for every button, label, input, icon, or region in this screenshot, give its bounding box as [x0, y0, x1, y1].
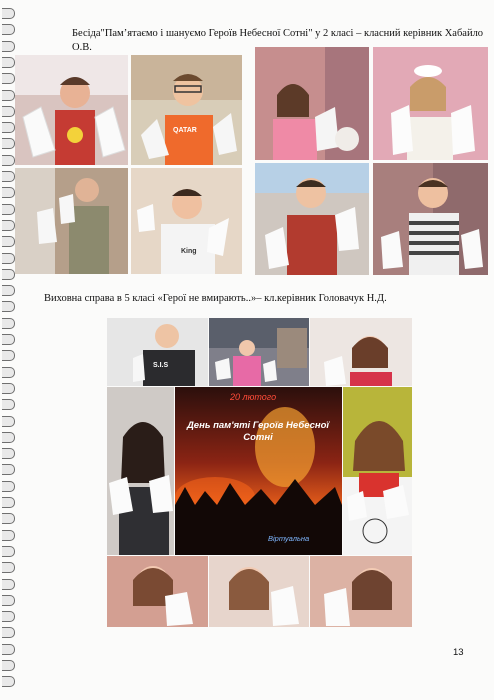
poster-footer: Віртуальна [268, 534, 310, 543]
binding-ring [2, 269, 15, 280]
binding-ring [2, 24, 15, 35]
binding-ring [2, 155, 15, 166]
binding-ring [2, 432, 15, 443]
poster-title: День пам'яті Героїв Небесної Сотні [186, 420, 330, 443]
binding-ring [2, 285, 15, 296]
binding-ring [2, 595, 15, 606]
binding-ring [2, 530, 15, 541]
binding-ring [2, 546, 15, 557]
binding-ring [2, 220, 15, 231]
photo-girl-paper-angel [373, 47, 488, 160]
photo-girl-curly-hair [343, 387, 412, 555]
binding-ring [2, 660, 15, 671]
photo-boy-striped-shirt [373, 163, 488, 275]
photo-boy-red-sweater [255, 163, 369, 275]
photo-boy-dark-room [15, 168, 128, 274]
spiral-binding [2, 8, 16, 692]
binding-ring [2, 122, 15, 133]
binding-ring [2, 497, 15, 508]
photo-boy-with-angels [15, 55, 128, 165]
page-number: 13 [453, 647, 464, 658]
section-heading-grade-2: Бесіда"Пам’ятаємо і шануємо Героїв Небесної Сотні" у 2 класі – класний керівник Хабайло О.В. [72, 28, 484, 53]
photo-girl-red-top [310, 318, 412, 386]
photo-boy-glasses-angels [131, 55, 242, 165]
photo-girl-pink [255, 47, 369, 160]
photo-girl-angel-bottom-right [310, 556, 412, 627]
binding-ring [2, 562, 15, 573]
binding-ring [2, 301, 15, 312]
binding-ring [2, 448, 15, 459]
binding-ring [2, 367, 15, 378]
binding-ring [2, 611, 15, 622]
binding-ring [2, 41, 15, 52]
binding-ring [2, 171, 15, 182]
binding-ring [2, 236, 15, 247]
photo-girl-outdoor [209, 318, 309, 386]
binding-ring [2, 187, 15, 198]
binding-ring [2, 138, 15, 149]
binding-ring [2, 204, 15, 215]
shirt-text-sis: S.I.S [153, 362, 169, 369]
photo-boy-sis-shirt [107, 318, 208, 386]
poster-date: 20 лютого [230, 392, 277, 402]
photo-boy-white-shirt [131, 168, 242, 274]
binding-ring [2, 676, 15, 687]
binding-ring [2, 383, 15, 394]
binding-ring [2, 318, 15, 329]
shirt-text-king: King [181, 248, 197, 255]
binding-ring [2, 579, 15, 590]
binding-ring [2, 350, 15, 361]
photo-girl-dark-hair [107, 387, 174, 555]
binding-ring [2, 416, 15, 427]
poster-memorial-day [175, 387, 342, 555]
shirt-text-qatar: QATAR [173, 127, 197, 134]
binding-ring [2, 90, 15, 101]
binding-ring [2, 399, 15, 410]
binding-ring [2, 644, 15, 655]
binding-ring [2, 57, 15, 68]
binding-ring [2, 8, 15, 19]
binding-ring [2, 464, 15, 475]
photo-girl-angel-bottom-left [107, 556, 208, 627]
photo-girl-angel-bottom-center [209, 556, 309, 627]
binding-ring [2, 73, 15, 84]
binding-ring [2, 481, 15, 492]
binding-ring [2, 334, 15, 345]
binding-ring [2, 253, 15, 264]
binding-ring [2, 106, 15, 117]
section-heading-grade-5: Виховна справа в 5 класі «Герої не вмирають..»– кл.керівник Головачук Н.Д. [44, 293, 387, 304]
binding-ring [2, 627, 15, 638]
binding-ring [2, 513, 15, 524]
